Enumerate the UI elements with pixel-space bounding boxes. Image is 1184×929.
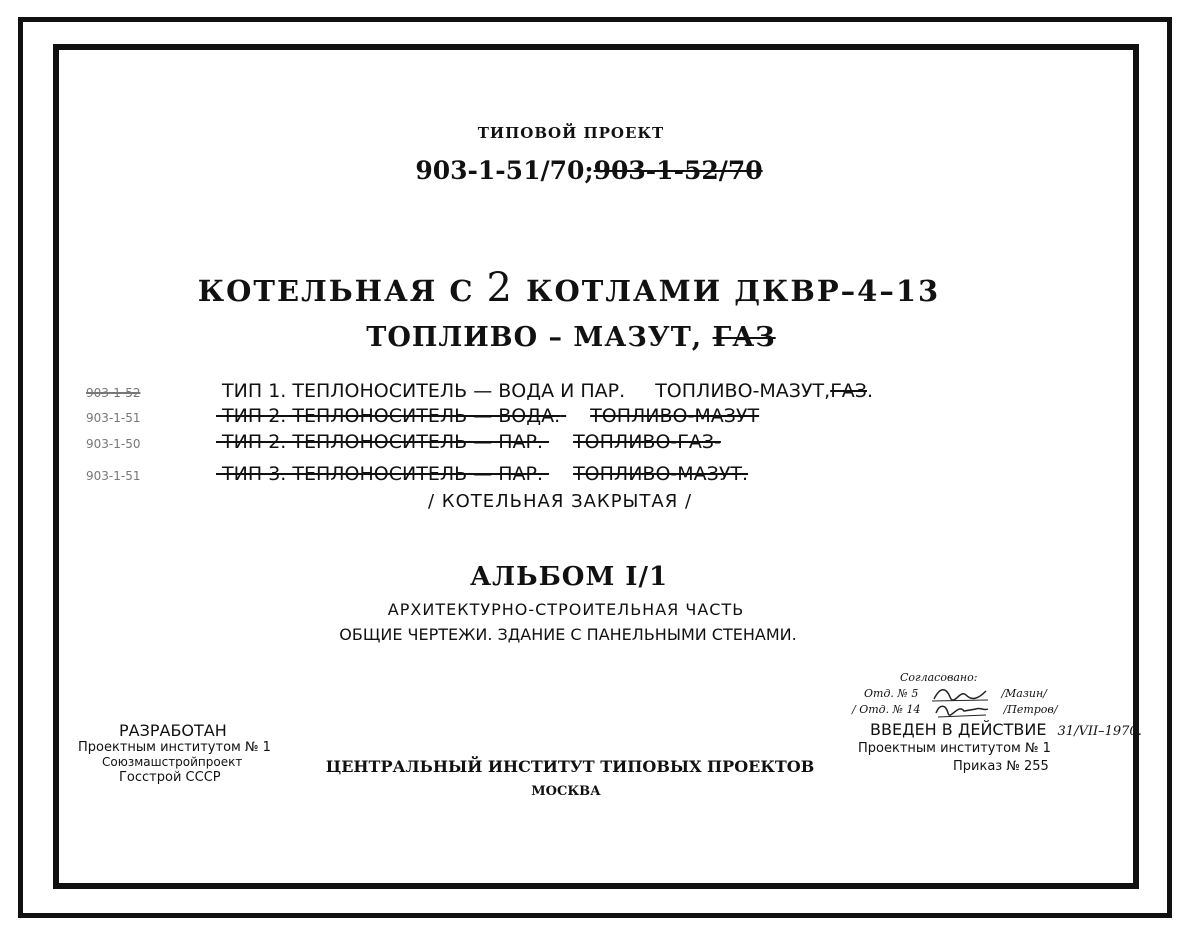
type-label: ТИП 3. ТЕПЛОНОСИТЕЛЬ — ПАР. [222,463,544,485]
approval-row-2 [852,701,1058,719]
type-row-3 [86,431,721,453]
enacted-by: Проектным институтом № 1 [858,741,1051,756]
signature-2-icon [932,701,992,719]
title-part-a: КОТЕЛЬНАЯ С [197,274,475,308]
type-fuel-struck: ГАЗ [830,380,867,402]
type-fuel: ТОПЛИВО-МАЗУТ. [573,463,749,485]
type-label: ТИП 2. ТЕПЛОНОСИТЕЛЬ — ПАР. [222,431,544,453]
project-code-struck: 903-1-52/70 [593,156,763,185]
album-part: АРХИТЕКТУРНО-СТРОИТЕЛЬНАЯ ЧАСТЬ [387,600,745,619]
type-fuel: ТОПЛИВО-ГАЗ- [573,431,721,453]
closed-boiler-note: / КОТЕЛЬНАЯ ЗАКРЫТАЯ / [428,491,693,512]
enacted-row [870,720,1142,739]
fuel-title [366,322,775,353]
developed-line-2: Союзмашстройпроект [102,755,243,769]
approval-name-1: /Мазин/ [1001,687,1047,700]
approval-dept-1: Отд. № 5 [864,687,919,700]
enacted-heading: ВВЕДЕН В ДЕЙСТВИЕ [870,720,1047,739]
type-label: ТИП 1. ТЕПЛОНОСИТЕЛЬ — ВОДА И ПАР. [222,380,626,402]
developed-line-3: Госстрой СССР [119,770,221,785]
approval-agreed: Согласовано: [900,671,978,684]
enacted-order: Приказ № 255 [953,759,1049,774]
developed-line-1: Проектным институтом № 1 [78,740,271,755]
project-codes [415,156,762,185]
album-title: АЛЬБОМ I/1 [469,562,669,592]
fuel-struck: ГАЗ [712,322,776,353]
type-code: 903-1-50 [86,437,141,451]
album-drawings: ОБЩИЕ ЧЕРТЕЖИ. ЗДАНИЕ С ПАНЕЛЬНЫМИ СТЕНАМИ. [339,625,797,644]
project-code-active: 903-1-51/70; [415,156,594,185]
type-fuel: ТОПЛИВО-МАЗУТ [590,405,760,427]
type-fuel: ТОПЛИВО-МАЗУТ, [655,380,831,402]
typical-project-label: ТИПОВОЙ ПРОЕКТ [477,124,665,142]
type-row-4 [86,463,748,485]
type-label: ТИП 2. ТЕПЛОНОСИТЕЛЬ — ВОДА. [222,405,561,427]
central-institute: ЦЕНТРАЛЬНЫЙ ИНСТИТУТ ТИПОВЫХ ПРОЕКТОВ [325,757,815,776]
title-part-b: КОТЛАМИ ДКВР–4–13 [526,274,941,308]
fuel-label: ТОПЛИВО – МАЗУТ, [366,322,703,353]
type-fuel-tail: . [866,380,874,402]
type-code: 903-1-51 [86,469,141,483]
type-row-2 [86,405,759,427]
developed-heading: РАЗРАБОТАН [119,721,227,740]
approval-dept-2: / Отд. № 14 [852,703,921,716]
approval-name-2: /Петров/ [1003,703,1058,716]
type-code: 903-1-51 [86,411,141,425]
enacted-date: 31/VII–1970. [1057,724,1142,739]
type-code: 903-1-52 [86,386,141,400]
type-row-1 [86,380,873,402]
main-title [198,265,940,311]
central-city: МОСКВА [531,784,601,799]
title-boiler-count: 2 [486,265,515,311]
